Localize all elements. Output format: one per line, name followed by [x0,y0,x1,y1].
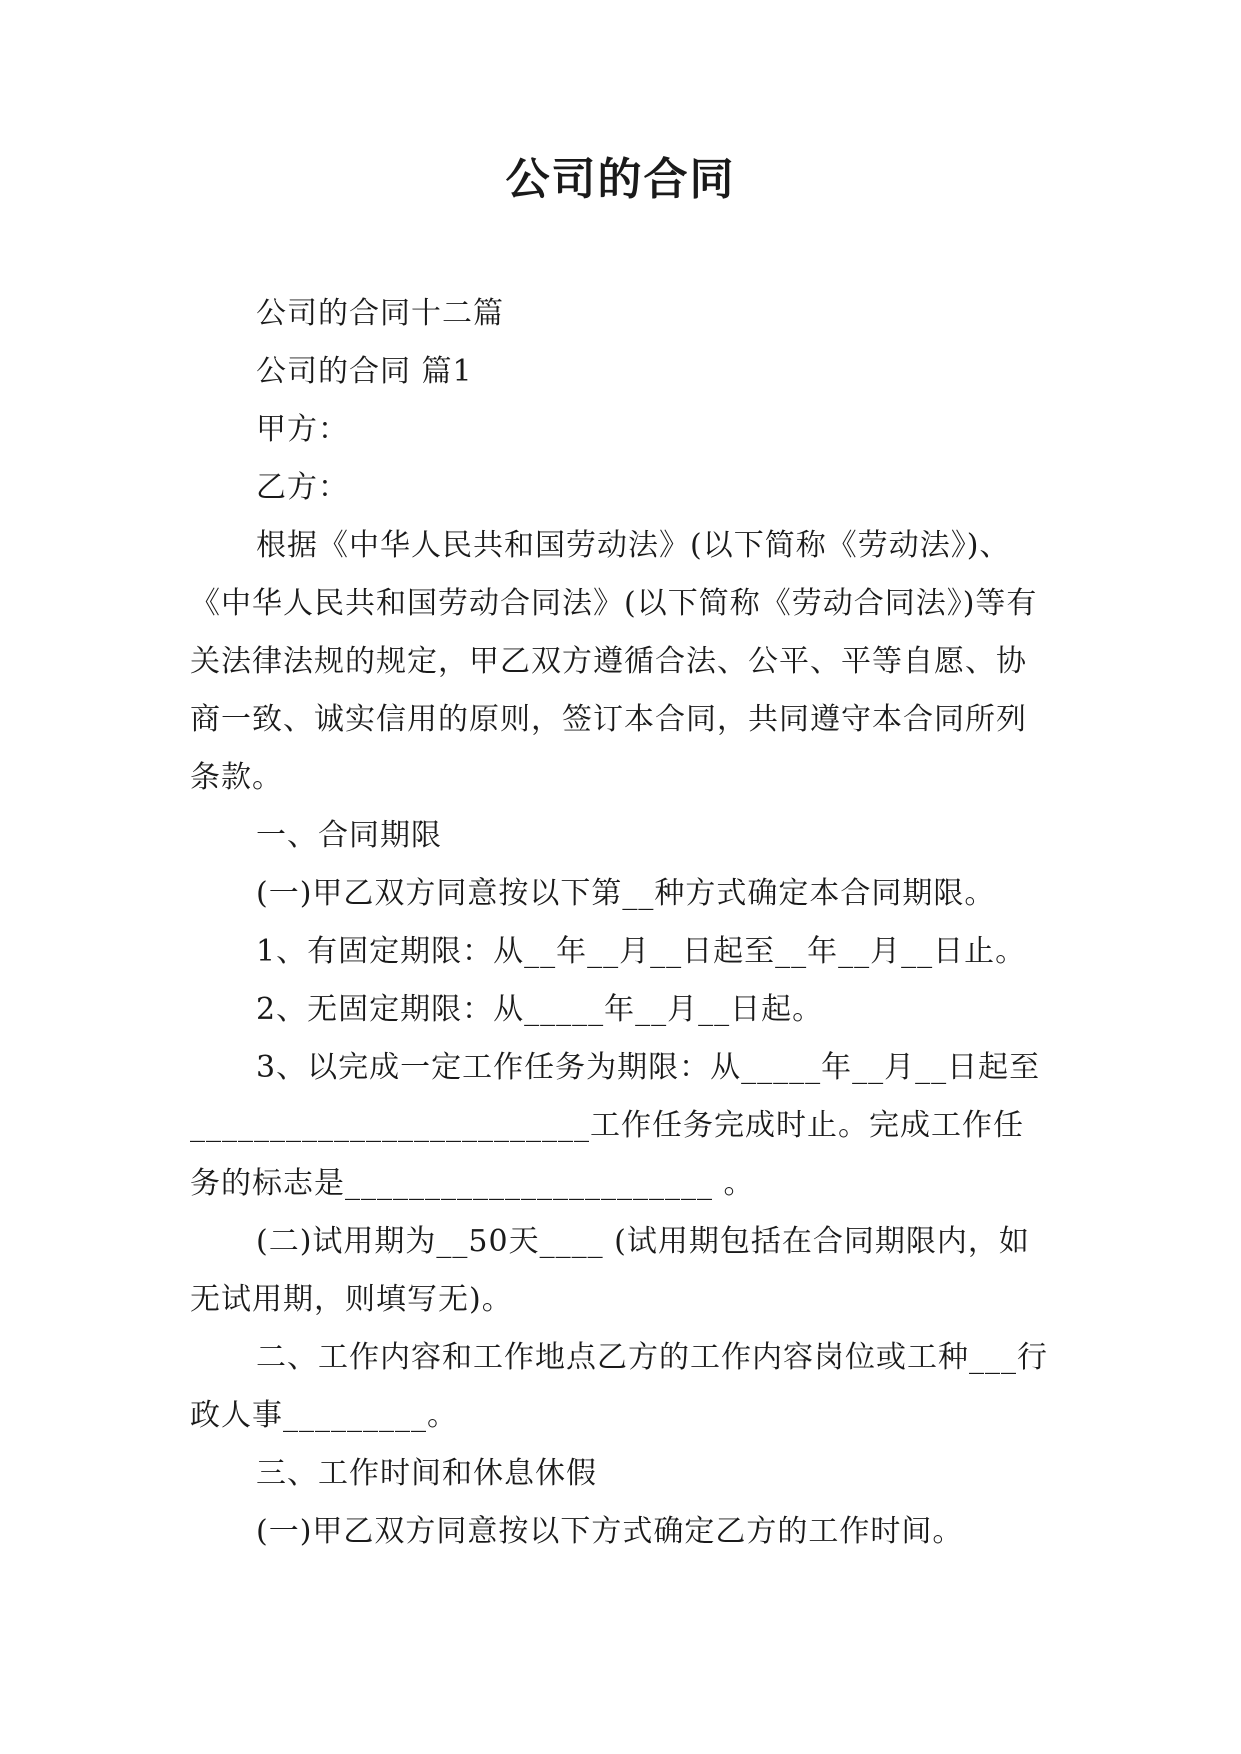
paragraph-subtitle: 公司的合同十二篇 [256,296,504,331]
paragraph-preamble: 根据《中华人民共和国劳动法》(以下简称《劳动法》)、《中华人民共和国劳动合同法》(以下简称《劳动合同法》)等有关法律法规的规定，甲乙双方遵循合法、公平、平等自愿、协商一致、诚实信用的原则，签订本合同，共同遵守本合同所列条款。 [190,528,1038,795]
paragraph-party-a: 甲方： [256,412,349,447]
paragraph-clause-1-1: (一)甲乙双方同意按以下第__种方式确定本合同期限。 [256,876,996,911]
document-body [190,285,1050,1561]
document-title: 公司的合同 [505,154,736,205]
paragraph-party-b: 乙方： [256,470,349,505]
paragraph-clause-3-1: (一)甲乙双方同意按以下方式确定乙方的工作时间。 [256,1514,964,1549]
paragraph-clause-2: 二、工作内容和工作地点乙方的工作内容岗位或工种___行政人事_________。 [190,1340,1048,1433]
paragraph-probation: (二)试用期为__50天____ (试用期包括在合同期限内，如无试用期，则填写无)。 [190,1224,1030,1317]
paragraph-open-term: 2、无固定期限：从_____年__月__日起。 [256,992,824,1027]
paragraph-fixed-term: 1、有固定期限：从__年__月__日起至__年__月__日止。 [256,934,1027,969]
paragraph-clause-3-heading: 三、工作时间和休息休假 [256,1456,597,1491]
paragraph-task-term: 3、以完成一定工作任务为期限：从_____年__月__日起至_________________________工作任务完成时止。完成工作任务的标志是_______________________ 。 [190,1050,1041,1201]
paragraph-clause-1-heading: 一、合同期限 [256,818,442,853]
paragraph-section-heading: 公司的合同 篇1 [256,354,473,389]
